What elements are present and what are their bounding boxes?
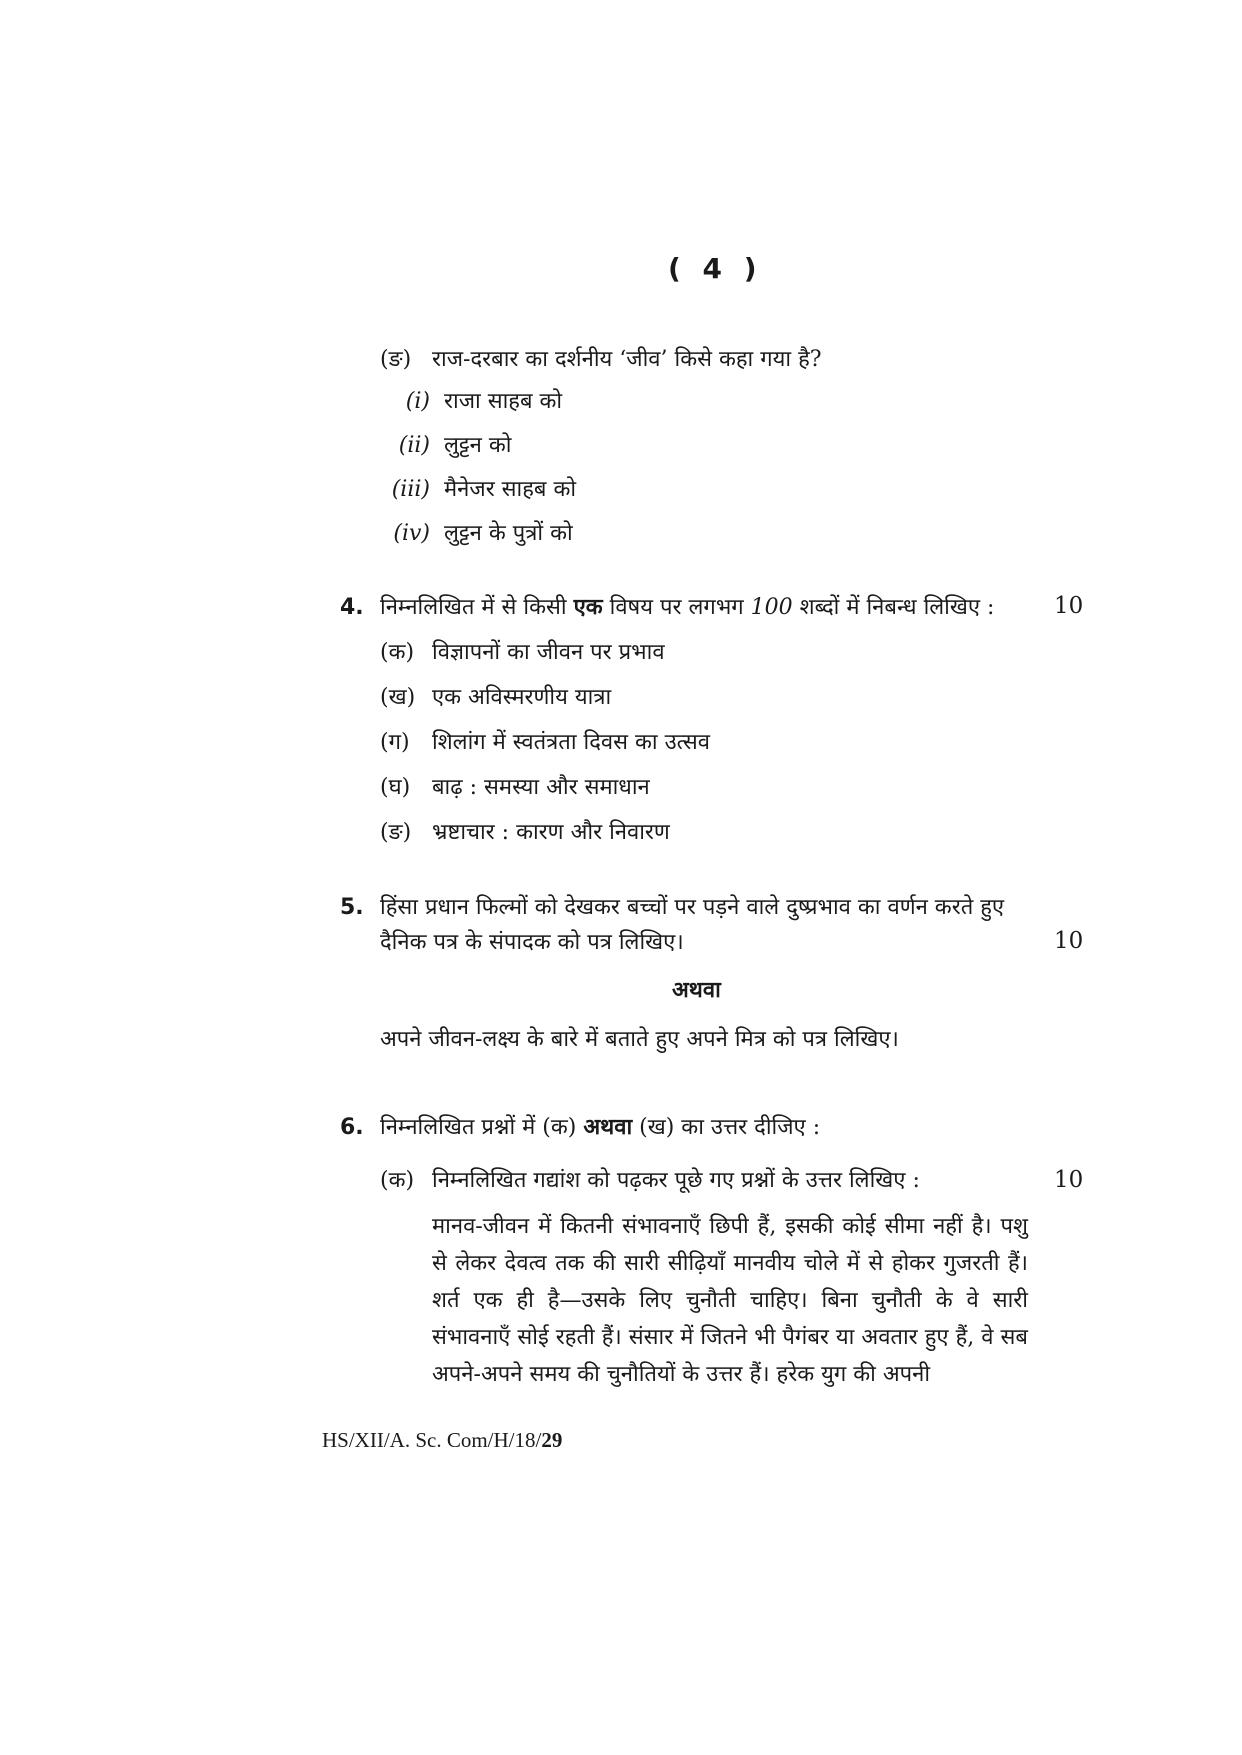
marks: 10	[1054, 593, 1084, 619]
question-6a	[380, 1166, 920, 1196]
question-6a-text: निम्नलिखित गद्यांश को पढ़कर पूछे गए प्रश्नों के उत्तर लिखिए :	[432, 1168, 920, 1193]
essay-option	[380, 728, 710, 758]
question-3e-text: राज-दरबार का दर्शनीय ‘जीव’ किसे कहा गया है?	[432, 347, 822, 372]
question-4-text-a: निम्नलिखित में से किसी	[380, 595, 567, 620]
option-number: (iv)	[393, 521, 430, 546]
essay-option-label: (घ)	[380, 775, 411, 800]
option-number: (iii)	[391, 477, 430, 502]
essay-option	[380, 818, 670, 848]
essay-option-text: शिलांग में स्वतंत्रता दिवस का उत्सव	[432, 730, 711, 755]
footer-code	[322, 1428, 562, 1453]
option-text: मैनेजर साहब को	[444, 477, 577, 502]
question-number: 6.	[340, 1115, 364, 1140]
question-4-text-b: विषय पर लगभग	[609, 595, 744, 620]
question-number: 4.	[340, 595, 364, 620]
essay-option-text: विज्ञापनों का जीवन पर प्रभाव	[432, 640, 665, 665]
passage: मानव-जीवन में कितनी संभावनाएँ छिपी हैं, इसकी कोई सीमा नहीं है। पशु से लेकर देवत्व तक की सारी सीढ़ियाँ मानवीय चोले में से होकर गुजरती हैं। शर्त एक ही है—उसके लिए चुनौती चाहिए। बिना चुनौती के वे सारी संभावनाएँ सोई रहती हैं। संसार में जितने भी पैगंबर या अवतार हुए हैं, वे सब अपने-अपने समय की चुनौतियों के उत्तर हैं। हरेक युग की अपनी	[432, 1214, 1028, 1387]
question-5-line-2: दैनिक पत्र के संपादक को पत्र लिखिए।	[380, 930, 684, 955]
option-text: लुट्टन को	[444, 433, 512, 458]
question-6a-label: (क)	[380, 1168, 415, 1193]
question-6-text-a: निम्नलिखित प्रश्नों में (क)	[380, 1115, 577, 1140]
question-3e	[380, 345, 822, 375]
word-count: 100	[750, 595, 793, 620]
question-number: 5.	[340, 895, 364, 920]
question-5-line-1	[340, 893, 1004, 923]
page-number: ( 4 )	[668, 252, 763, 285]
option-text: राजा साहब को	[444, 389, 563, 414]
question-5-alternative: अपने जीवन-लक्ष्य के बारे में बताते हुए अपने मित्र को पत्र लिखिए।	[380, 1027, 899, 1052]
option-iv	[380, 519, 573, 549]
option-i	[380, 387, 562, 417]
essay-option-label: (ग)	[380, 730, 410, 755]
marks: 10	[1054, 1167, 1084, 1193]
option-ii	[380, 431, 511, 461]
or-label: अथवा	[672, 977, 721, 1003]
option-iii	[380, 475, 576, 505]
question-4-text-c: शब्दों में निबन्ध लिखिए :	[799, 595, 995, 620]
footer-code-text: HS/XII/A. Sc. Com/H/18/	[322, 1428, 542, 1452]
essay-option-text: भ्रष्टाचार : कारण और निवारण	[432, 820, 670, 845]
marks: 10	[1054, 928, 1084, 954]
option-number: (i)	[405, 389, 430, 414]
essay-option	[380, 683, 611, 713]
option-number: (ii)	[398, 433, 430, 458]
footer-sheet-number: 29	[541, 1428, 563, 1452]
essay-option	[380, 638, 665, 668]
question-6-text-b: (ख) का उत्तर दीजिए :	[639, 1115, 821, 1140]
option-text: लुट्टन के पुत्रों को	[444, 521, 573, 546]
question-6	[340, 1112, 820, 1143]
question-4	[340, 592, 994, 623]
essay-option-label: (ख)	[380, 685, 416, 710]
essay-option	[380, 773, 650, 803]
question-3e-label: (ङ)	[380, 347, 412, 372]
question-4-emphasis: एक	[573, 594, 603, 620]
question-6-emphasis: अथवा	[583, 1114, 633, 1140]
essay-option-label: (क)	[380, 640, 415, 665]
essay-option-text: एक अविस्मरणीय यात्रा	[432, 685, 612, 710]
essay-option-label: (ङ)	[380, 820, 412, 845]
essay-option-text: बाढ़ : समस्या और समाधान	[432, 775, 650, 800]
question-5-text: हिंसा प्रधान फिल्मों को देखकर बच्चों पर पड़ने वाले दुष्प्रभाव का वर्णन करते हुए	[380, 895, 1005, 920]
